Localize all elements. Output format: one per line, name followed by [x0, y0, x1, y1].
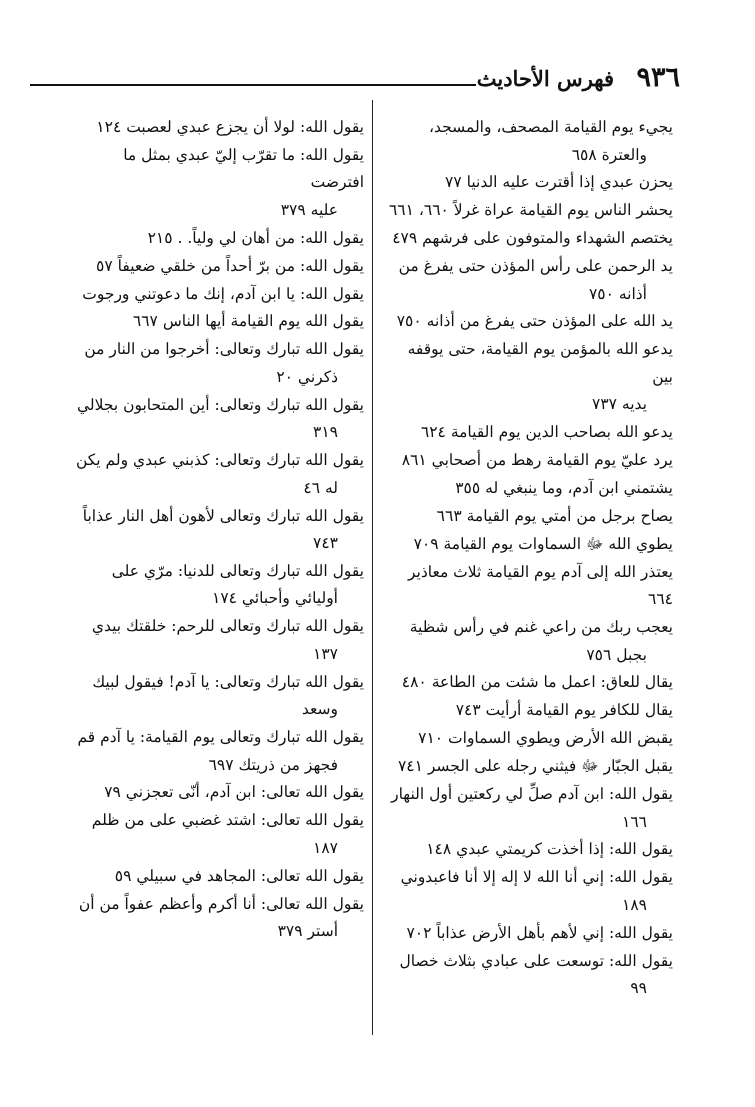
index-entry	[74, 863, 364, 891]
entry-text: يقول الله تبارك وتعالى لأهون أهل النار عذاباً	[82, 506, 364, 525]
index-entry	[383, 308, 673, 336]
entry-text: يعجب ربك من راعي غنم في رأس شظية	[409, 618, 673, 637]
entry-text: يدعو الله بالمؤمن يوم القيامة، حتى يوقفه بين	[407, 340, 673, 386]
entry-text: يقول الله: إذا أخذت كريمتي عبدي ١٤٨	[426, 840, 673, 859]
entry-text: يرد عليّ يوم القيامة رهط من أصحابي ٨٦١	[401, 451, 673, 470]
entry-continuation: ١٦٦	[622, 812, 647, 831]
column-divider	[372, 100, 373, 1035]
index-entry	[74, 503, 364, 558]
entry-text: يقول الله تبارك وتعالى للرحم: خلقتك بيدي	[91, 617, 364, 636]
index-entry	[383, 531, 673, 559]
index-entry	[383, 864, 673, 919]
page-number: ٩٣٦	[636, 62, 680, 93]
page-header	[30, 60, 680, 100]
entry-continuation: ١٣٧	[313, 644, 338, 663]
index-entry	[74, 613, 364, 668]
index-entry	[74, 447, 364, 502]
entry-text: يجيء يوم القيامة المصحف، والمسجد،	[429, 118, 673, 136]
entry-continuation: أوليائي وأحبائي ١٧٤	[212, 589, 338, 608]
index-entry	[383, 197, 673, 225]
header-rule	[30, 84, 476, 86]
entry-text: يقبض الله الأرض ويطوي السماوات ٧١٠	[418, 729, 673, 748]
index-entry	[383, 697, 673, 725]
entry-text: يقول الله تبارك وتعالى: أخرجوا من النار من	[84, 340, 364, 359]
entry-text: يد الله على المؤذن حتى يفرغ من أذانه ٧٥٠	[396, 312, 673, 331]
entry-text: يقول الله تعالى: اشتد غضبي على من ظلم	[91, 811, 364, 830]
entry-text: يقول الله: إني لأهم بأهل الأرض عذاباً ٧٠٢	[406, 923, 673, 942]
entry-continuation: له ٤٦	[303, 478, 338, 497]
index-entry	[383, 253, 673, 308]
entry-text: يقول الله تبارك وتعالى يوم القيامة: يا آدم قم	[77, 728, 364, 747]
entry-text: يقبل الجبّار ﷻ فيثني رجله على الجسر ٧٤١	[397, 757, 673, 776]
index-entry	[74, 336, 364, 391]
entry-text: يطوي الله ﷻ السماوات يوم القيامة ٧٠٩	[413, 534, 673, 553]
entry-text: يقول الله تبارك وتعالى: أين المتحابون بجلالي	[76, 395, 364, 414]
index-entry	[74, 281, 364, 309]
entry-text: يعتذر الله إلى آدم يوم القيامة ثلاث معاذير ٦٦٤	[407, 562, 673, 609]
entry-text: يدعو الله بصاحب الدين يوم القيامة ٦٢٤	[420, 423, 673, 442]
entry-continuation: أستر ٣٧٩	[277, 922, 338, 941]
index-entry	[383, 225, 673, 253]
index-entry	[383, 503, 673, 531]
entry-continuation: أذانه ٧٥٠	[588, 284, 647, 303]
entry-continuation: ٣١٩	[313, 423, 338, 442]
entry-text: يقول الله: من برّ أحداً من خلقي ضعيفاً ٥٧	[96, 256, 364, 275]
entry-continuation: والعترة ٦٥٨	[571, 145, 647, 164]
entry-text: يقول الله: ما تقرّب إليّ عبدي بمثل ما افترضت	[123, 145, 364, 192]
entry-text: يقول الله تعالى: المجاهد في سبيلي ٥٩	[114, 866, 364, 885]
entry-text: يقول الله تبارك وتعالى: كذبني عبدي ولم يكن	[75, 451, 364, 470]
index-entry	[74, 724, 364, 779]
entry-text: يقول الله يوم القيامة أيها الناس ٦٦٧	[132, 312, 364, 331]
entry-text: يقول الله: إني أنا الله لا إله إلا أنا فاعبدوني	[400, 868, 673, 887]
index-entry	[383, 669, 673, 697]
index-entry	[74, 114, 364, 142]
index-entry	[383, 336, 673, 419]
index-entry	[74, 779, 364, 807]
entry-continuation: ١٨٩	[622, 895, 647, 914]
entry-continuation: ١٨٧	[313, 838, 338, 857]
index-entry	[74, 253, 364, 281]
index-entry	[383, 559, 673, 614]
entry-text: يحشر الناس يوم القيامة عراة غرلاً ٦٦٠، ٦٦١	[388, 201, 673, 220]
entry-text: يقول الله: لولا أن يجزع عبدي لعصبت ١٢٤	[96, 118, 364, 136]
entry-text: يد الرحمن على رأس المؤذن حتى يفرغ من	[398, 257, 673, 276]
index-entry	[383, 114, 673, 169]
index-entry	[74, 558, 364, 613]
page-title: فهرس الأحاديث	[476, 66, 614, 91]
entry-text: يقول الله تبارك وتعالى للدنيا: مرّي على	[111, 561, 364, 580]
index-entry	[74, 392, 364, 447]
index-entry	[383, 614, 673, 669]
entry-text: يقول الله تبارك وتعالى: يا آدم! فيقول لبيك	[92, 672, 364, 691]
entry-text: يقال للعاق: اعمل ما شئت من الطاعة ٤٨٠	[401, 673, 673, 692]
entry-text: يقول الله تعالى: أنا أكرم وأعظم عفواً من أن	[78, 894, 364, 913]
entry-text: يختصم الشهداء والمتوفون على فرشهم ٤٧٩	[392, 229, 673, 248]
index-entry	[383, 725, 673, 753]
index-entry	[74, 891, 364, 946]
index-entry	[74, 669, 364, 724]
entry-text: يصاح برجل من أمتي يوم القيامة ٦٦٣	[436, 506, 673, 525]
index-entry	[383, 419, 673, 447]
index-entry	[383, 447, 673, 475]
entry-text: يقول الله تعالى: ابن آدم، أنّى تعجزني ٧٩	[104, 783, 364, 802]
index-entry	[383, 169, 673, 197]
index-column-left	[74, 114, 364, 946]
index-entry	[383, 475, 673, 503]
entry-continuation: ٧٤٣	[313, 534, 338, 553]
index-entry	[74, 308, 364, 336]
index-entry	[74, 807, 364, 862]
index-column-right	[383, 114, 673, 1003]
index-entry	[383, 753, 673, 781]
entry-continuation: عليه ٣٧٩	[280, 200, 338, 219]
index-entry	[383, 781, 673, 836]
entry-text: يقول الله: ابن آدم صلِّ لي ركعتين أول النهار	[391, 785, 673, 804]
index-entry	[383, 948, 673, 1003]
entry-text: يقول الله: يا ابن آدم، إنك ما دعوتني ورجوت	[82, 284, 364, 303]
entry-text: يحزن عبدي إذا أقترت عليه الدنيا ٧٧	[445, 173, 673, 192]
index-entry	[383, 836, 673, 864]
entry-text: يقول الله: من أهان لي ولياً. . ٢١٥	[147, 228, 364, 247]
entry-continuation: بجبل ٧٥٦	[586, 645, 647, 664]
index-entry	[74, 225, 364, 253]
entry-text: يشتمني ابن آدم، وما ينبغي له ٣٥٥	[455, 479, 673, 498]
index-entry	[74, 142, 364, 225]
entry-continuation: فجهز من ذريتك ٦٩٧	[208, 755, 338, 774]
entry-continuation: ٩٩	[630, 979, 647, 998]
entry-text: يقال للكافر يوم القيامة أرأيت ٧٤٣	[455, 701, 673, 720]
entry-continuation: ذكرني ٢٠	[276, 367, 338, 386]
entry-text: يقول الله: توسعت على عبادي بثلاث خصال	[399, 951, 673, 970]
index-entry	[383, 920, 673, 948]
entry-continuation: يديه ٧٣٧	[592, 395, 647, 414]
entry-continuation: وسعد	[301, 700, 338, 719]
